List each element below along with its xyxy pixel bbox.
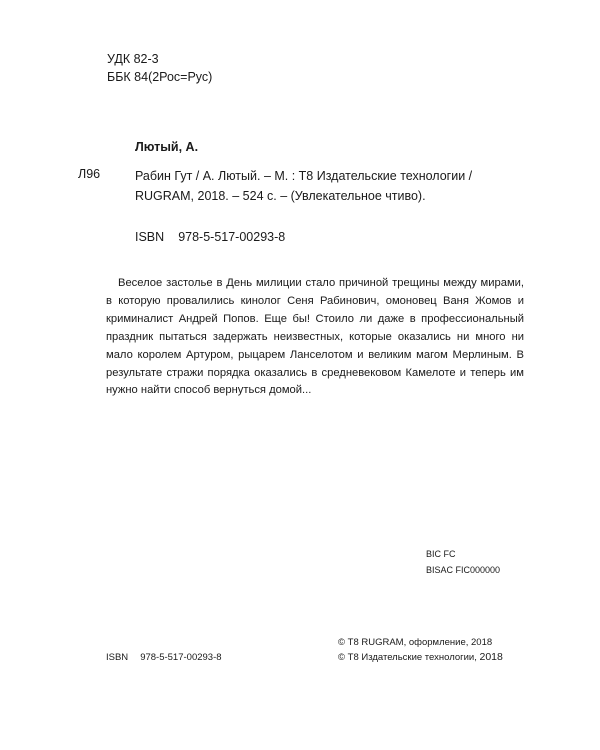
bibliographic-record — [135, 166, 472, 206]
isbn-label: ISBN — [135, 230, 165, 244]
copyright-publisher-text: © Т8 Издательские технологии, — [338, 652, 477, 663]
isbn-label: ISBN — [106, 652, 129, 663]
copyright-publisher — [338, 651, 503, 663]
isbn-top — [135, 230, 285, 244]
author-code: Л96 — [78, 167, 101, 181]
bisac-code: BISAC FIC000000 — [426, 565, 501, 575]
copyright-year: 2018 — [479, 651, 503, 663]
isbn-number: 978-5-517-00293-8 — [178, 230, 286, 244]
isbn-bottom — [106, 652, 222, 663]
copyright-design: © Т8 RUGRAM, оформление, 2018 — [338, 637, 493, 648]
bbk-code: ББК 84(2Рос=Рус) — [107, 70, 213, 84]
bibliographic-line: RUGRAM, 2018. – 524 с. – (Увлекательное чтиво). — [135, 189, 426, 203]
bibliographic-line: Рабин Гут / А. Лютый. – М. : Т8 Издательские технологии / — [135, 169, 473, 183]
udk-code: УДК 82-3 — [107, 52, 159, 66]
isbn-number: 978-5-517-00293-8 — [140, 652, 222, 663]
author-heading: Лютый, А. — [135, 140, 199, 154]
annotation-paragraph: Веселое застолье в День милиции стало причиной трещины между мирами, в которую провалились кинолог Сеня Рабинович, омоновец Ваня Жомов и криминалист Андрей Попов. Еще бы! Стоило ли даже в профессиональный праздник пытаться задержать неизвестных, которые оказались ни много ни мало королем Артуром, рыцарем Ланселотом и великим магом Мерлиным. В результате стражи порядка оказались в средневековом Камелоте и теперь им нужно найти способ вернуться домой... — [106, 277, 524, 397]
bic-code: BIC FC — [426, 549, 456, 559]
